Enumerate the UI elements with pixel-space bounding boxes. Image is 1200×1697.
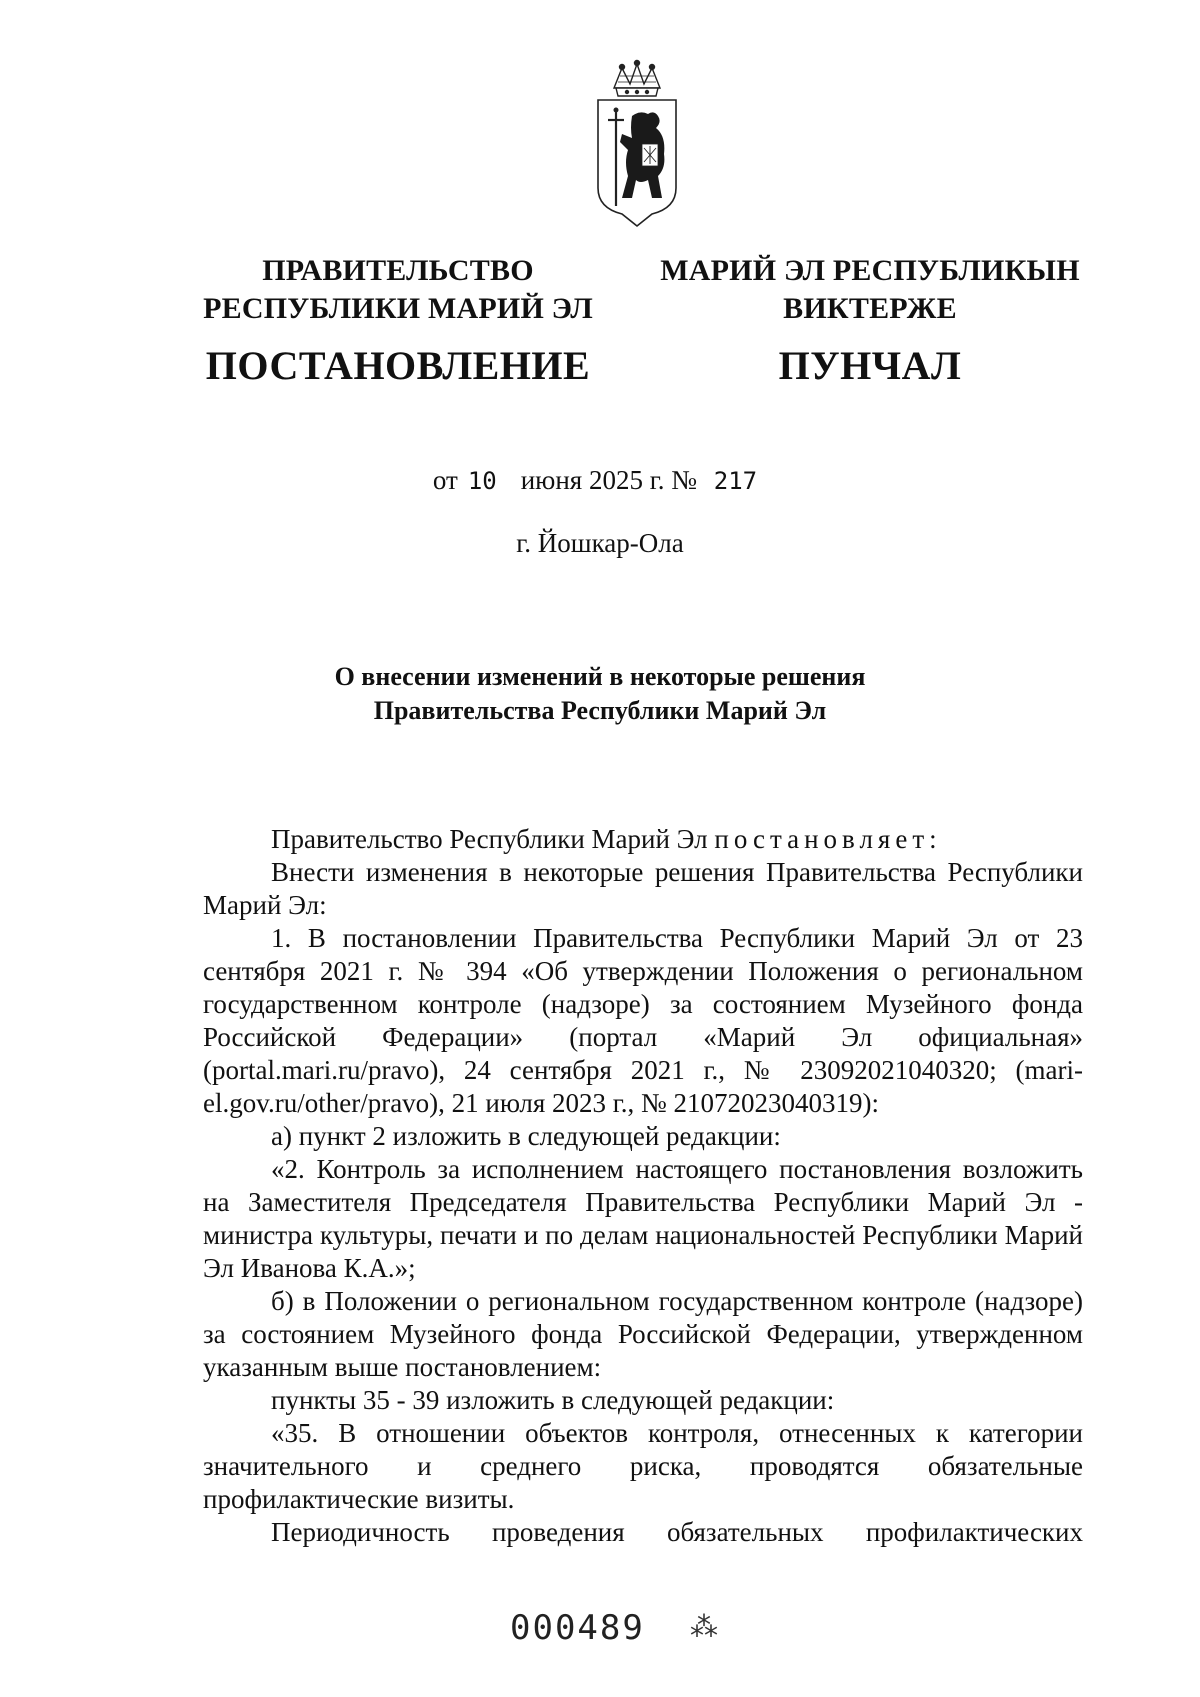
city: г. Йошкар-Ола bbox=[516, 528, 684, 558]
document-number: 217 bbox=[713, 467, 758, 495]
body-paragraph-4: а) пункт 2 изложить в следующей редакции: bbox=[271, 1121, 781, 1151]
document-kind-ru: ПОСТАНОВЛЕНИЕ bbox=[205, 343, 591, 388]
document-kind-mari: ПУНЧАЛ bbox=[778, 343, 962, 388]
body-paragraph-7: пункты 35 - 39 изложить в следующей редакции: bbox=[271, 1385, 835, 1415]
date-prefix: от bbox=[432, 465, 458, 495]
body-paragraph-8: «35. В отношении объектов контроля, отнесенных к категории значительного и среднего риска, проводятся обязательные профилактические визиты. bbox=[203, 1418, 1083, 1514]
document-date-line bbox=[0, 465, 1200, 496]
date-day: 10 bbox=[467, 467, 497, 495]
org-name-mari-line1: МАРИЙ ЭЛ РЕСПУБЛИКЫН bbox=[660, 254, 1080, 287]
body-paragraph-9: Периодичность проведения обязательных профилактических bbox=[271, 1517, 1083, 1547]
document-title bbox=[200, 660, 1000, 728]
header-right bbox=[660, 252, 1080, 390]
body-p1-text: Правительство Республики Марий Эл bbox=[271, 824, 708, 854]
page-serial-number: 000489 bbox=[510, 1608, 645, 1648]
body-paragraph-1 bbox=[203, 823, 1083, 856]
body-paragraph-5: «2. Контроль за исполнением настоящего постановления возложить на Заместителя Председателя Правительства Республики Марий Эл - министра культуры, печати и по делам национальностей Республики Марий Эл Иванова К.А.»; bbox=[203, 1154, 1083, 1283]
title-line1: О внесении изменений в некоторые решения bbox=[334, 662, 866, 691]
coat-of-arms-emblem bbox=[592, 58, 682, 228]
org-name-ru-line2: РЕСПУБЛИКИ МАРИЙ ЭЛ bbox=[203, 292, 593, 325]
org-name-ru-line1: ПРАВИТЕЛЬСТВО bbox=[262, 254, 534, 287]
header-left bbox=[188, 252, 608, 390]
document-body bbox=[203, 823, 1083, 1549]
body-paragraph-2: Внести изменения в некоторые решения Правительства Республики Марий Эл: bbox=[203, 857, 1083, 920]
body-paragraph-3: 1. В постановлении Правительства Республики Марий Эл от 23 сентября 2021 г. № 394 «Об утверждении Положения о региональном государственном контроле (надзоре) за состоянием Музейного фонда Российской Федерации» (портал «Марий Эл официальная» (portal.mari.ru/pravo), 24 сентября 2021 г., № 23092021040320; (mari-el.gov.ru/other/pravo), 21 июля 2023 г., № 21072023040319): bbox=[203, 923, 1083, 1118]
body-p1-spaced: постановляет: bbox=[714, 824, 942, 854]
asterism-mark: ⁂ bbox=[690, 1610, 718, 1643]
date-month-year: июня 2025 г. № bbox=[520, 465, 698, 495]
org-name-mari-line2: ВИКТЕРЖЕ bbox=[783, 292, 957, 325]
body-paragraph-6: б) в Положении о региональном государственном контроле (надзоре) за состоянием Музейного фонда Российской Федерации, утвержденном указанным выше постановлением: bbox=[203, 1286, 1083, 1382]
title-line2: Правительства Республики Марий Эл bbox=[373, 696, 827, 725]
